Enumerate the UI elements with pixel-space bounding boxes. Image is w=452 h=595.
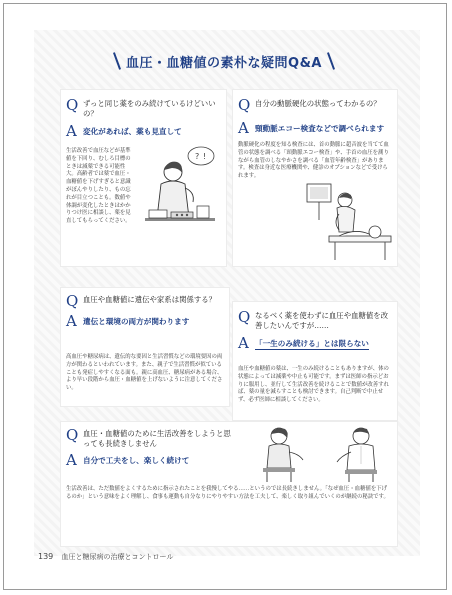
- answer-text: 遺伝と環境の両方が関わります: [83, 317, 190, 326]
- q-letter: Q: [66, 426, 79, 444]
- qa-card-1: [61, 90, 226, 266]
- doctor-consultation-illustration: [257, 424, 393, 484]
- answer-body-4: 血圧や血糖値の薬は、一生のみ続けることもありますが、体の状態によっては減薬や中止も可能です。まずは医師の指示どおりに服用し、並行して生活改善を続けることで数値が改善すれば、薬の量を減らすことも検討できます。自己判断で中止せず、必ず医師に相談してください。: [238, 366, 389, 404]
- qa-card-3: [61, 288, 229, 406]
- q-letter: Q: [238, 96, 251, 114]
- answer-4: [238, 336, 392, 351]
- woman-with-pills-illustration: [137, 140, 223, 250]
- page-title-band: [54, 44, 394, 78]
- answer-text: 頸動脈エコー検査などで調べられます: [255, 124, 385, 133]
- question-text: 血圧や血糖値に遺伝や家系は関係する？: [83, 295, 217, 304]
- question-5: [66, 428, 234, 449]
- a-letter: A: [66, 312, 77, 330]
- page-footer: [38, 552, 173, 562]
- answer-body-1: 生活改善で血圧などが基準値を下回り、むしろ目標のときは減薬できる可能性大。高齢者では薬で血圧・血糖値を下げすぎると意識がぼんやりしたり、もの忘れが目立つことも。数値や体調が変化したときはかかりつけ医に相談し、薬を見直してもらってください。: [66, 148, 131, 225]
- question-text: ずっと同じ薬をのみ続けているけどいいの？: [83, 99, 216, 118]
- answer-body-2: 動脈硬化の程度を知る検査には、首の動脈に超音波を当てて血管の状態を調べる「頸動脈エコー検査」や、手首の血圧を測りながら血管のしなやかさを調べる「血管年齢検査」があります。検査は身近な医療機関や、健診のオプションなどで受けられます。: [238, 142, 389, 180]
- question-1: [66, 98, 216, 119]
- answer-text: 「一生のみ続ける」とは限らない: [255, 336, 369, 350]
- answer-body-3: 高血圧や糖尿病は、遺伝的な要因と生活習慣などの環境要因の両方が関わるといわれています。また、親子で生活習慣が似ていることも発症しやすくなる面も。親に高血圧、糖尿病がある場合、より早い段階から血圧・血糖値を上げないように注意してください。: [66, 354, 223, 392]
- title-slash-left: [113, 52, 121, 70]
- a-letter: A: [238, 334, 249, 352]
- question-4: [238, 310, 392, 331]
- q-letter: Q: [66, 96, 79, 114]
- a-letter: A: [66, 122, 77, 140]
- answer-5: [66, 453, 234, 468]
- question-text: 血圧・血糖値のために生活改善をしようと思っても長続きしません: [83, 429, 231, 448]
- a-letter: A: [238, 119, 249, 137]
- question-text: なるべく薬を使わずに血圧や血糖値を改善したいんですが……: [255, 311, 389, 330]
- title-slash-right: [327, 52, 335, 70]
- question-text: 自分の動脈硬化の状態ってわかるの？: [255, 99, 381, 108]
- q-letter: Q: [238, 308, 251, 326]
- page: [3, 3, 447, 590]
- q-letter: Q: [66, 292, 79, 310]
- question-3: [66, 294, 224, 309]
- svg-text:!: !: [203, 152, 207, 161]
- answer-1: [66, 124, 216, 139]
- qa-card-5: [61, 422, 397, 546]
- answer-2: [238, 121, 390, 136]
- carotid-echo-exam-illustration: [299, 180, 395, 264]
- answer-text: 変化があれば、薬も見直して: [83, 127, 182, 136]
- qa-card-2: [233, 90, 397, 266]
- page-number: 139: [38, 552, 54, 561]
- running-footer: 血圧と糖尿病の治療とコントロール: [61, 553, 174, 561]
- question-2: [238, 98, 390, 113]
- answer-3: [66, 314, 224, 329]
- page-title: 血圧・血糖値の素朴な疑問Q&A: [126, 55, 322, 71]
- answer-text: 自分で工夫をし、楽しく続けて: [83, 456, 190, 465]
- qa-card-4: [233, 302, 397, 420]
- a-letter: A: [66, 451, 77, 469]
- answer-body-5: 生活改善は、ただ数値をよくするために指示されたことを我慢してやる……というのでは長続きしません。「なぜ血圧・血糖値を下げるのか」という意味をよく理解し、食事も運動も自分なりにやりやすい方法を工夫して、楽しく取り組んでいくのが継続の秘訣です。: [66, 486, 389, 500]
- svg-text:?: ?: [195, 152, 200, 161]
